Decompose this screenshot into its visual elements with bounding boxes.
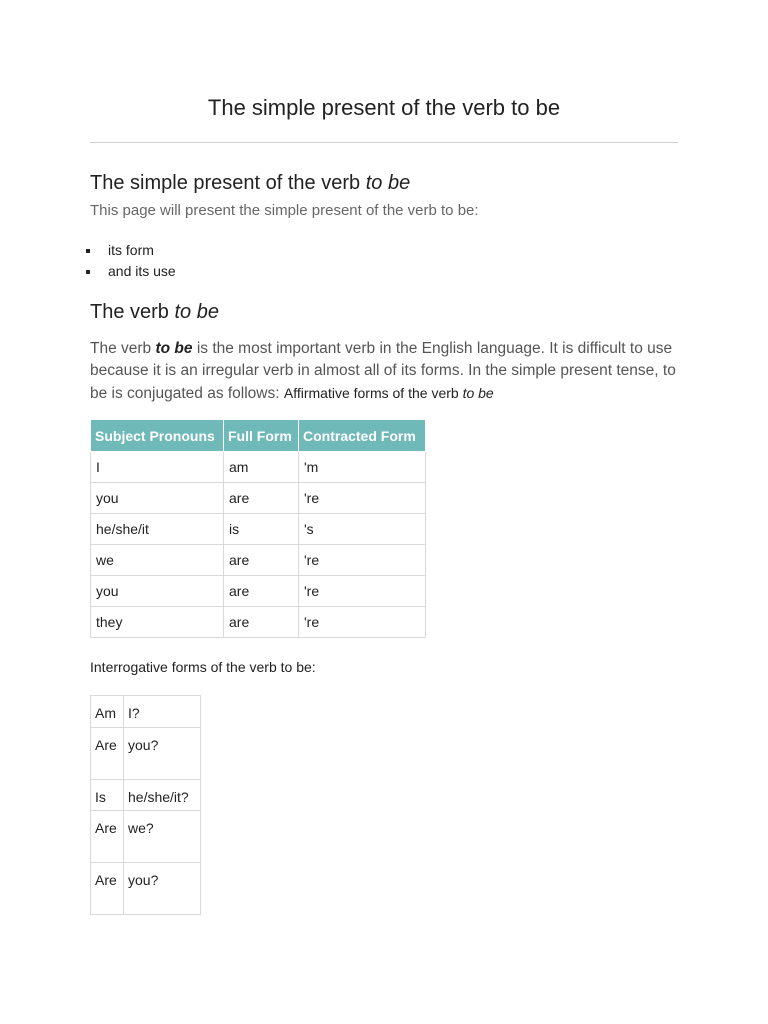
affirmative-forms-table — [90, 419, 426, 638]
table-cell: we — [91, 545, 224, 576]
interrogative-caption: Interrogative forms of the verb to be: — [90, 659, 316, 675]
section-heading-verb-to-be — [90, 301, 219, 324]
list-item — [90, 240, 176, 261]
table-cell: am — [224, 452, 299, 483]
table-row — [91, 607, 426, 638]
table-row — [91, 514, 426, 545]
table-cell: 'm — [299, 452, 426, 483]
paragraph-text: The verb — [90, 340, 156, 357]
table-cell: are — [224, 483, 299, 514]
table-cell: they — [91, 607, 224, 638]
column-header: Subject Pronouns — [91, 420, 224, 452]
list-item-text: its form — [108, 242, 154, 258]
table-cell: 's — [299, 514, 426, 545]
heading-text: The simple present of the verb — [90, 172, 366, 194]
title-divider — [90, 142, 678, 143]
table-cell: he/she/it — [91, 514, 224, 545]
bullet-square-icon — [86, 270, 90, 274]
affirmative-caption — [284, 385, 494, 401]
bullet-square-icon — [86, 249, 90, 253]
table-row — [91, 452, 426, 483]
table-row — [91, 863, 201, 915]
caption-italic-text: to be — [462, 385, 494, 401]
table-cell: you — [91, 483, 224, 514]
interrogative-forms-table — [90, 695, 201, 915]
column-header: Contracted Form — [299, 420, 426, 452]
table-header-row — [91, 420, 426, 452]
table-cell: Are — [91, 863, 124, 915]
table-cell: you? — [124, 728, 201, 780]
bullet-list — [90, 240, 176, 282]
table-cell: we? — [124, 811, 201, 863]
heading-italic-text: to be — [365, 172, 411, 194]
column-header: Full Form — [224, 420, 299, 452]
paragraph-bold-text: to be — [155, 340, 193, 357]
table-row — [91, 483, 426, 514]
table-cell: 're — [299, 576, 426, 607]
heading-text: The verb — [90, 301, 175, 323]
table-cell: are — [224, 607, 299, 638]
heading-italic-text: to be — [174, 301, 219, 323]
table-row — [91, 576, 426, 607]
table-cell: you — [91, 576, 224, 607]
paragraph-text: is the most important verb in the English language. It is difficult to use because it is an irregular verb in almost all of its forms. In the simple present tense, to be is conjugated as follows: — [90, 340, 676, 402]
table-row — [91, 811, 201, 863]
table-cell: you? — [124, 863, 201, 915]
table-row — [91, 780, 201, 811]
table-cell: Am — [91, 696, 124, 728]
table-cell: 're — [299, 545, 426, 576]
table-row — [91, 696, 201, 728]
table-cell: Are — [91, 728, 124, 780]
table-row — [91, 728, 201, 780]
table-cell: 're — [299, 607, 426, 638]
table-cell: is — [224, 514, 299, 545]
table-cell: 're — [299, 483, 426, 514]
table-cell: I — [91, 452, 224, 483]
table-cell: Are — [91, 811, 124, 863]
list-item — [90, 261, 176, 282]
intro-text: This page will present the simple present of the verb to be: — [90, 202, 479, 219]
page-title: The simple present of the verb to be — [207, 95, 561, 120]
table-cell: are — [224, 545, 299, 576]
table-cell: I? — [124, 696, 201, 728]
table-cell: Is — [91, 780, 124, 811]
list-item-text: and its use — [108, 263, 176, 279]
description-paragraph — [90, 338, 690, 405]
caption-text: Affirmative forms of the verb — [283, 385, 463, 401]
table-cell: he/she/it? — [124, 780, 201, 811]
table-row — [91, 545, 426, 576]
table-cell: are — [224, 576, 299, 607]
section-heading-simple-present — [90, 172, 410, 195]
